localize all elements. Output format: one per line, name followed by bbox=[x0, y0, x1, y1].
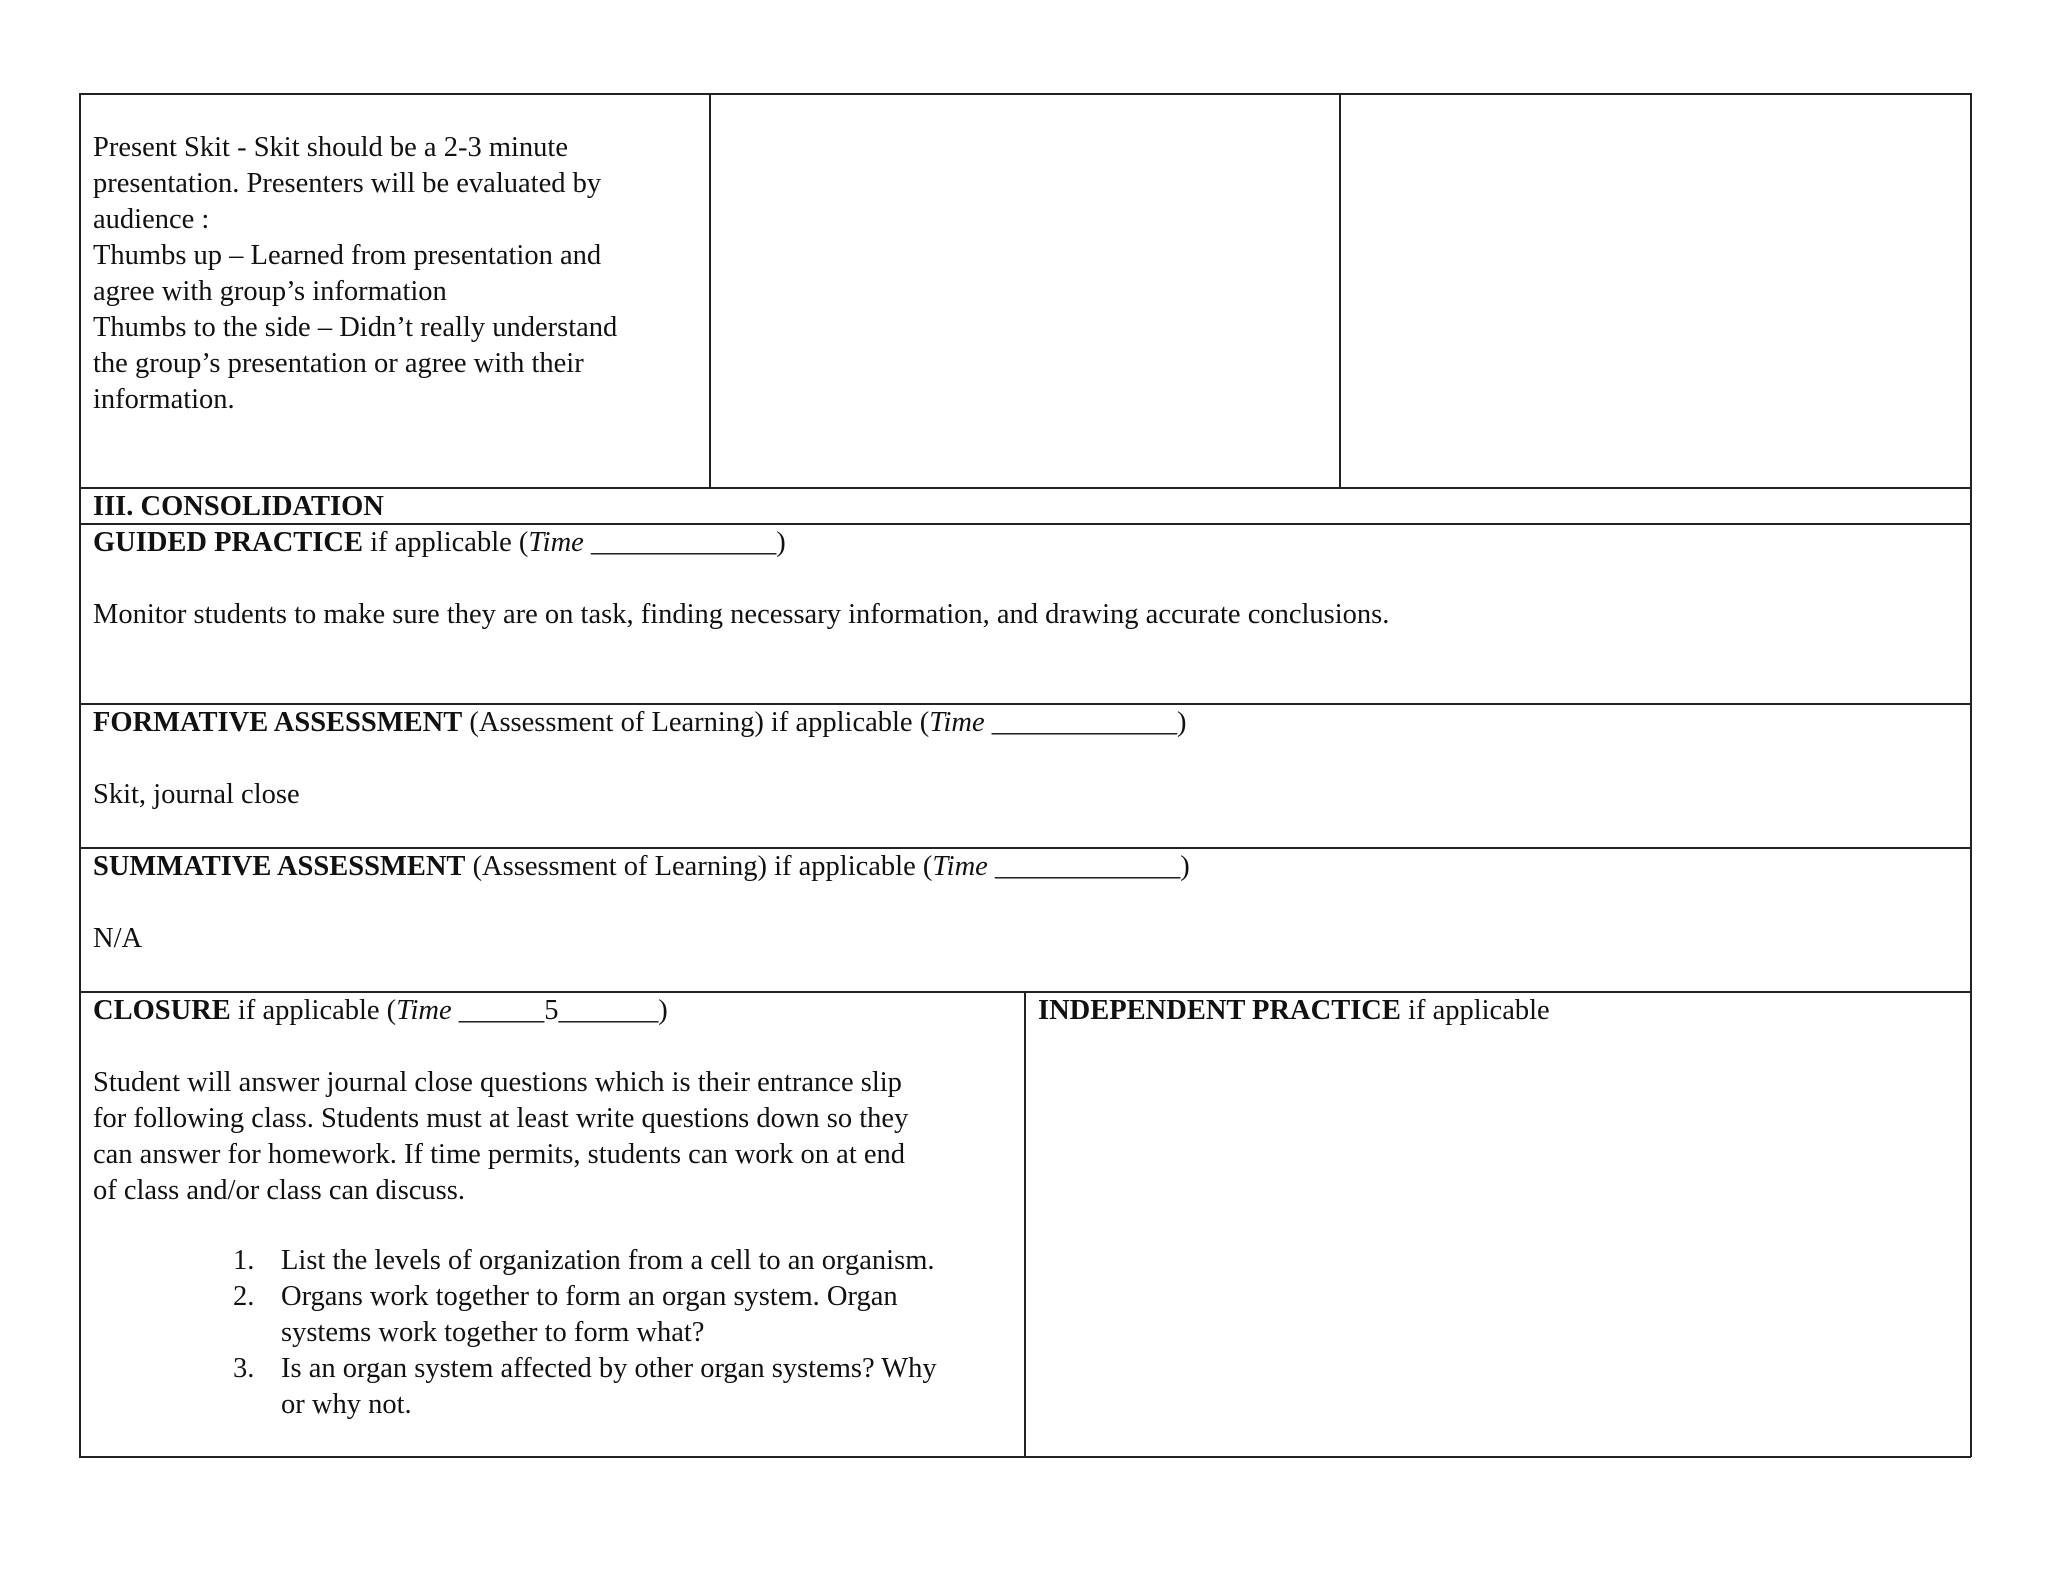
present-skit-line: Thumbs to the side – Didn’t really understand bbox=[93, 312, 618, 343]
closure-body-line: of class and/or class can discuss. bbox=[93, 1175, 465, 1206]
guided-practice-suffix: if applicable ( bbox=[363, 527, 529, 558]
question-line: or why not. bbox=[281, 1389, 412, 1420]
present-skit-line: agree with group’s information bbox=[93, 276, 447, 307]
question-line: Organs work together to form an organ system. Organ bbox=[281, 1281, 898, 1312]
present-skit-line: Thumbs up – Learned from presentation and bbox=[93, 240, 602, 271]
independent-practice-label: INDEPENDENT PRACTICE bbox=[1038, 995, 1401, 1026]
list-item bbox=[233, 1243, 1018, 1279]
present-skit-line: the group’s presentation or agree with their bbox=[93, 348, 584, 379]
summative-assessment-heading bbox=[93, 849, 1190, 885]
formative-suffix: (Assessment of Learning) if applicable ( bbox=[462, 707, 930, 738]
consolidation-heading bbox=[93, 489, 384, 525]
question-number: 1. bbox=[233, 1245, 255, 1276]
formative-time-label: Time bbox=[929, 707, 985, 738]
present-skit-line: presentation. Presenters will be evaluated by bbox=[93, 168, 602, 199]
question-line: List the levels of organization from a cell to an organism. bbox=[281, 1245, 935, 1276]
independent-practice-suffix: if applicable bbox=[1400, 995, 1550, 1026]
closure-label: CLOSURE bbox=[93, 995, 231, 1026]
summative-suffix: (Assessment of Learning) if applicable ( bbox=[465, 851, 933, 882]
guided-practice-body: Monitor students to make sure they are on task, finding necessary information, and drawing accurate conclusions. bbox=[93, 599, 1390, 630]
summative-time-label: Time bbox=[932, 851, 988, 882]
closure-suffix: if applicable ( bbox=[230, 995, 397, 1026]
table-right-border bbox=[1970, 93, 1972, 1457]
summative-label: SUMMATIVE ASSESSMENT bbox=[93, 851, 466, 882]
closure-body-line: can answer for homework. If time permits, students can work on at end bbox=[93, 1139, 906, 1170]
list-item bbox=[233, 1279, 1018, 1351]
formative-assessment-body: Skit, journal close bbox=[93, 779, 300, 810]
list-item bbox=[233, 1351, 1018, 1423]
question-line: systems work together to form what? bbox=[281, 1317, 705, 1348]
question-number: 3. bbox=[233, 1353, 255, 1384]
closure-body-line: for following class. Students must at least write questions down so they bbox=[93, 1103, 909, 1134]
formative-close: ) bbox=[1177, 707, 1187, 738]
closure-time-value: ______5_______ bbox=[451, 995, 659, 1026]
consolidation-heading-text: III. CONSOLIDATION bbox=[93, 491, 384, 522]
summative-assessment-body: N/A bbox=[93, 923, 143, 954]
guided-practice-heading bbox=[93, 525, 786, 561]
summative-close: ) bbox=[1180, 851, 1190, 882]
formative-label: FORMATIVE ASSESSMENT bbox=[93, 707, 463, 738]
formative-assessment-heading bbox=[93, 705, 1187, 741]
present-skit-line: Present Skit - Skit should be a 2-3 minute bbox=[93, 132, 568, 163]
present-skit-line: information. bbox=[93, 384, 235, 415]
closure-heading bbox=[93, 993, 668, 1029]
closure-divider bbox=[1024, 991, 1026, 1457]
empty-cell-right bbox=[1341, 95, 1969, 487]
table-left-border bbox=[79, 93, 81, 1457]
closure-body bbox=[93, 1065, 1018, 1209]
present-skit-line: audience : bbox=[93, 204, 210, 235]
closure-questions-list bbox=[233, 1243, 1018, 1423]
closure-time-label: Time bbox=[396, 995, 452, 1026]
guided-practice-label: GUIDED PRACTICE bbox=[93, 527, 363, 558]
guided-practice-time-label: Time bbox=[528, 527, 584, 558]
question-line: Is an organ system affected by other organ systems? Why bbox=[281, 1353, 937, 1384]
guided-practice-time-blank: _____________ bbox=[583, 527, 777, 558]
present-skit-cell bbox=[93, 130, 703, 418]
guided-practice-close: ) bbox=[776, 527, 786, 558]
independent-practice-heading bbox=[1038, 993, 1550, 1029]
formative-time-blank: _____________ bbox=[984, 707, 1178, 738]
question-number: 2. bbox=[233, 1281, 255, 1312]
closure-close: ) bbox=[658, 995, 668, 1026]
empty-cell-middle bbox=[711, 95, 1338, 487]
closure-body-line: Student will answer journal close questions which is their entrance slip bbox=[93, 1067, 902, 1098]
summative-time-blank: _____________ bbox=[987, 851, 1181, 882]
